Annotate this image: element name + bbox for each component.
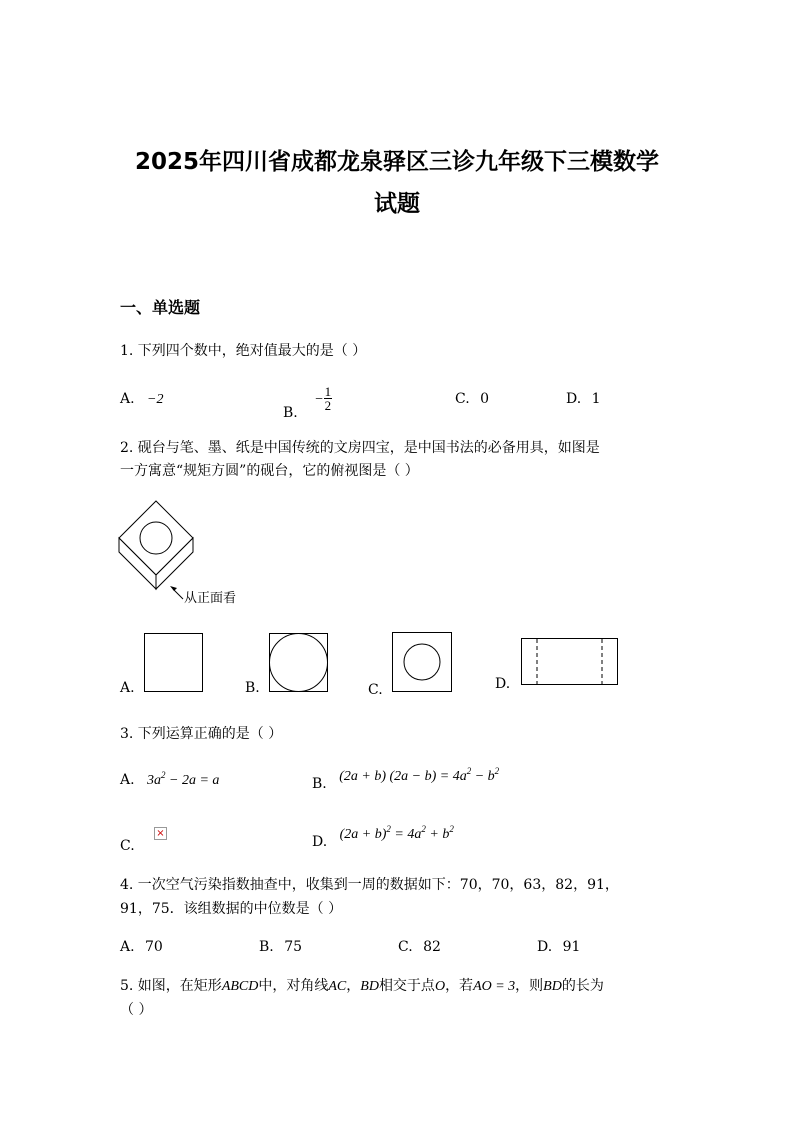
expr-part: (2a + b) bbox=[339, 827, 387, 842]
question-5-stem-line2: （ ） bbox=[120, 1002, 153, 1018]
q4-option-c bbox=[398, 939, 441, 955]
question-1-stem: 1. 下列四个数中，绝对值最大的是（ ） bbox=[120, 343, 367, 359]
figure-caption: 从正面看 bbox=[184, 591, 237, 606]
option-value: 75 bbox=[284, 939, 303, 955]
fraction-sign: − bbox=[314, 391, 324, 407]
question-2-stem-line2: 一方寓意“规矩方圆”的砚台，它的俯视图是（ ） bbox=[120, 463, 419, 479]
expr-part: = 4a bbox=[390, 827, 422, 842]
exponent: 2 bbox=[386, 824, 391, 834]
q2-option-b-label: B. bbox=[245, 680, 260, 696]
q4-option-b bbox=[259, 939, 302, 955]
q1-option-a bbox=[120, 391, 163, 408]
question-4-stem-line2: 91，75．该组数据的中位数是（ ） bbox=[120, 901, 343, 917]
stem-text: 的长为 bbox=[561, 978, 604, 994]
stem-text: 5. 如图，在矩形 bbox=[120, 978, 222, 994]
option-label: A. bbox=[120, 391, 135, 407]
q2-option-c-label: C. bbox=[368, 682, 383, 698]
option-label: A. bbox=[120, 772, 135, 788]
option-value: 82 bbox=[423, 939, 441, 955]
option-label: B. bbox=[312, 776, 327, 792]
fraction bbox=[324, 385, 333, 412]
page-title-line1: 2025年四川省成都龙泉驿区三诊九年级下三模数学 bbox=[134, 149, 659, 175]
fraction-denominator: 2 bbox=[324, 398, 332, 413]
option-value: 1 bbox=[591, 391, 601, 407]
q3-option-c-label: C. bbox=[120, 838, 135, 854]
question-3-stem: 3. 下列运算正确的是（ ） bbox=[120, 726, 283, 742]
stem-text: 相交于点 bbox=[378, 978, 435, 994]
option-label: B. bbox=[283, 404, 298, 421]
option-label: D. bbox=[312, 834, 328, 850]
option-value: 91 bbox=[562, 939, 581, 955]
option-label: A. bbox=[120, 939, 135, 955]
q2-option-c-figure bbox=[392, 632, 453, 693]
question-5-stem-line1 bbox=[120, 973, 604, 1000]
stem-text: ，若 bbox=[445, 978, 474, 994]
question-4-stem-line1: 4. 一次空气污染指数抽查中，收集到一周的数据如下：70，70，63，82，91， bbox=[120, 877, 619, 893]
q4-option-a bbox=[120, 939, 163, 955]
option-value: −2 bbox=[147, 392, 164, 407]
option-label: B. bbox=[259, 939, 274, 955]
fraction-numerator: 1 bbox=[324, 384, 332, 399]
math-symbol: AO = 3 bbox=[473, 979, 516, 994]
expr-part: (2a + b) (2a − b) = 4a bbox=[339, 769, 467, 784]
math-symbol: BD bbox=[360, 979, 379, 994]
option-expression bbox=[339, 766, 500, 784]
option-label: D. bbox=[537, 939, 553, 955]
q2-option-a-figure bbox=[144, 633, 204, 693]
math-symbol: AC bbox=[328, 979, 347, 994]
q4-option-d bbox=[537, 939, 580, 955]
option-label: C. bbox=[455, 391, 470, 407]
q2-option-d-figure bbox=[521, 638, 619, 686]
arrow-head-icon bbox=[170, 586, 177, 591]
expr-part: − b bbox=[471, 769, 495, 784]
q3-option-b bbox=[312, 768, 499, 792]
option-value: 70 bbox=[145, 939, 163, 955]
question-2-stem-line1: 2. 砚台与笔、墨、纸是中国传统的文房四宝，是中国书法的必备用具，如图是 bbox=[120, 440, 600, 456]
math-symbol: ABCD bbox=[221, 979, 259, 994]
expr-part: − 2a = a bbox=[165, 773, 220, 788]
q1-option-c bbox=[455, 391, 489, 407]
exponent: 2 bbox=[494, 766, 500, 776]
q1-option-d bbox=[566, 391, 601, 407]
q3-option-a bbox=[120, 772, 219, 789]
q1-option-b bbox=[283, 385, 332, 421]
option-expression bbox=[339, 824, 454, 842]
exponent: 2 bbox=[421, 824, 426, 834]
q2-option-b-figure bbox=[269, 633, 329, 693]
exponent: 2 bbox=[449, 824, 454, 834]
section-heading: 一、单选题 bbox=[120, 298, 201, 317]
exponent: 2 bbox=[161, 770, 166, 780]
option-label: D. bbox=[566, 391, 582, 407]
option-value: 0 bbox=[480, 391, 490, 407]
page-title-line2: 试题 bbox=[374, 191, 420, 217]
option-expression bbox=[147, 770, 220, 788]
math-symbol: BD bbox=[543, 979, 562, 994]
broken-image-icon: × bbox=[154, 827, 167, 840]
exponent: 2 bbox=[466, 766, 472, 776]
q2-option-a-label: A. bbox=[120, 680, 135, 696]
math-symbol: O bbox=[434, 979, 446, 994]
q2-option-d-label: D. bbox=[495, 676, 511, 692]
q3-option-d bbox=[312, 826, 454, 850]
stem-text: ， bbox=[346, 978, 361, 994]
option-label: C. bbox=[398, 939, 413, 955]
stem-text: 中，对角线 bbox=[258, 978, 329, 994]
expr-part: + b bbox=[425, 827, 450, 842]
expr-part: 3a bbox=[147, 773, 162, 788]
stem-text: ，则 bbox=[515, 978, 544, 994]
